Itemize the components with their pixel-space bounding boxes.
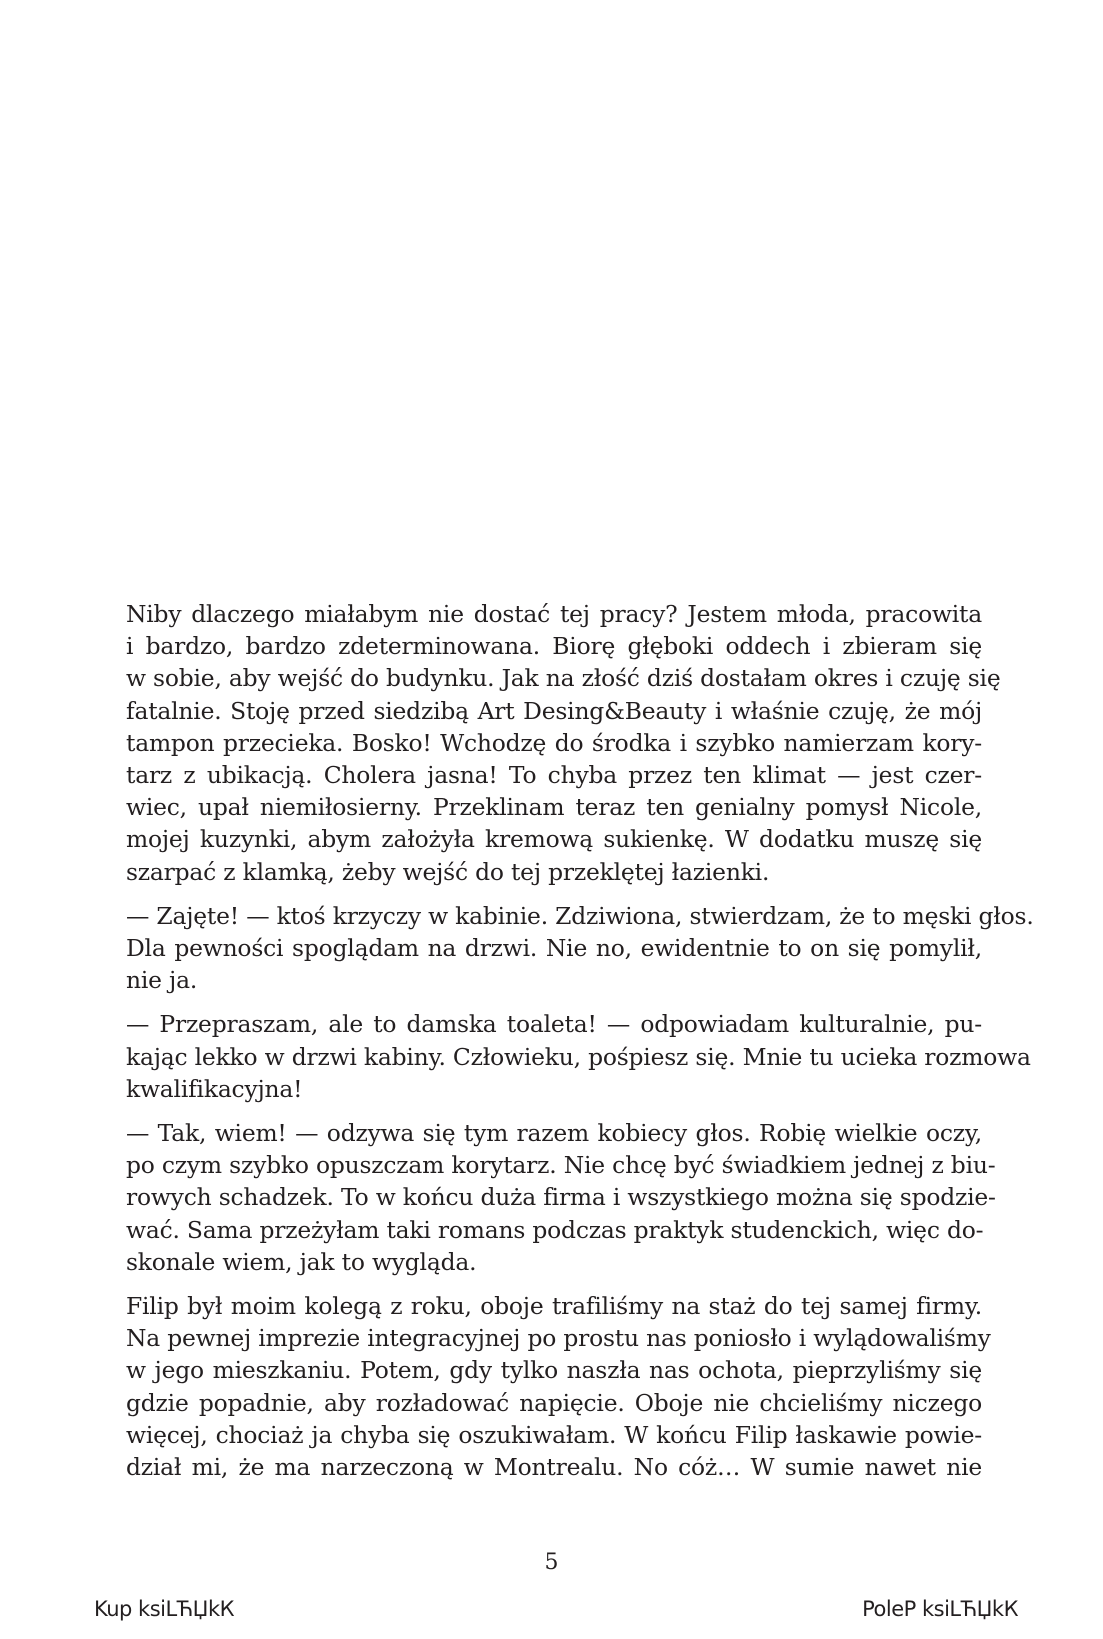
text-line: — Przepraszam, ale to damska toaleta! — odpowiadam kulturalnie, pu- (126, 1010, 982, 1039)
text-line: dział mi, że ma narzeczoną w Montrealu. No cóż… W sumie nawet nie (126, 1453, 982, 1482)
text-line: Niby dlaczego miałabym nie dostać tej pracy? Jestem młoda, pracowita (126, 600, 982, 628)
paragraph (126, 900, 1034, 997)
text-line: Dla pewności spoglądam na drzwi. Nie no, ewidentnie to on się pomylił, (126, 934, 982, 963)
paragraph (126, 598, 1001, 888)
buy-book-link[interactable]: Kup ksiLЋЏkК (94, 1597, 235, 1621)
text-line: gdzie popadnie, aby rozładować napięcie. Oboje nie chcieliśmy niczego (126, 1388, 982, 1417)
text-line: po czym szybko opuszczam korytarz. Nie chcę być świadkiem jednej z biu- (126, 1151, 996, 1180)
text-line: wiec, upał niemiłosierny. Przeklinam teraz ten genialny pomysł Nicole, (126, 793, 982, 822)
text-line: i bardzo, bardzo zdeterminowana. Biorę głęboki oddech i zbieram się (126, 632, 982, 661)
text-line: rowych schadzek. To w końcu duża firma i wszystkiego można się spodzie- (126, 1183, 996, 1212)
text-line: kwalifikacyjna! (126, 1074, 303, 1103)
body-text (126, 598, 1034, 1495)
text-line: szarpać z klamką, żeby wejść do tej przeklętej łazienki. (126, 857, 770, 886)
text-line: Filip był moim kolegą z roku, oboje trafiliśmy na staż do tej samej firmy. (126, 1292, 982, 1321)
page-number: 5 (544, 1550, 559, 1575)
text-line: tarz z ubikacją. Cholera jasna! To chyba przez ten klimat — jest czer- (126, 761, 982, 790)
text-line: kając lekko w drzwi kabiny. Człowieku, pośpiesz się. Mnie tu ucieka rozmowa (126, 1042, 1031, 1071)
text-line: — Zajęte! — ktoś krzyczy w kabinie. Zdziwiona, stwierdzam, że to męski głos. (126, 901, 1034, 930)
text-line: Na pewnej imprezie integracyjnej po prostu nas poniosło i wylądowaliśmy (126, 1324, 991, 1353)
text-line: — Tak, wiem! — odzywa się tym razem kobiecy głos. Robię wielkie oczy, (126, 1119, 982, 1148)
text-line: tampon przecieka. Bosko! Wchodzę do środka i szybko namierzam kory- (126, 728, 982, 757)
text-line: więcej, chociaż ja chyba się oszukiwałam. W końcu Filip łaskawie powie- (126, 1420, 982, 1449)
text-line: wać. Sama przeżyłam taki romans podczas praktyk studenckich, więc do- (126, 1215, 984, 1244)
paragraph (126, 1117, 996, 1278)
text-line: mojej kuzynki, abym założyła kremową sukienkę. W dodatku muszę się (126, 825, 982, 854)
paragraph (126, 1008, 1031, 1105)
text-line: w sobie, aby wejść do budynku. Jak na złość dziś dostałam okres i czuję się (126, 664, 1001, 693)
text-line: fatalnie. Stoję przed siedzibą Art Desing&Beauty i właśnie czuję, że mój (126, 696, 982, 725)
recommend-book-link[interactable]: PoleР ksiLЋЏkК (862, 1597, 1018, 1621)
paragraph (126, 1290, 991, 1483)
text-line: skonale wiem, jak to wygląda. (126, 1247, 477, 1276)
text-line: nie ja. (126, 966, 198, 995)
text-line: w jego mieszkaniu. Potem, gdy tylko naszła nas ochota, pieprzyliśmy się (126, 1356, 982, 1385)
